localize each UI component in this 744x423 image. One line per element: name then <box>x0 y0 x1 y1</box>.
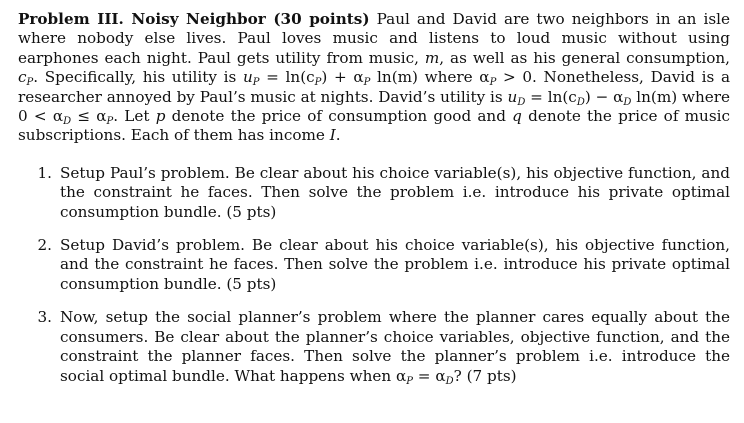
question-text: Now, setup the social planner’s problem where the planner cares equally about the consumers. Be clear about the planner’s choice variables, objective function, and the constraint the planner faces. Then solve the planner’s problem i.e. introduce the social optimal bundle. What happens when $\alpha_P = \alpha_D$? (7 pts) <box>60 308 730 387</box>
question-number: 3. <box>37 308 52 327</box>
problem-intro: Problem III. Noisy Neighbor (30 points) Paul and David are two neighbors in an isle where nobody else lives. Paul loves music and listens to loud music without using earphones each night. Paul gets utility from music, m, as well as his general consumption, $c_P$. Specifically, his utility is $u_P = \ln(c_P) + \alpha_P$ ln(m) where $\alpha_P > 0$. Nonetheless, David is a researcher annoyed by Paul’s music at nights. David’s utility is $u_D = \ln(c_D) - \alpha_D$ ln(m) where $0 < \alpha_D \le \alpha_P$. Let p denote the price of consumption good and q denote the price of music subscriptions. Each of them has income I. <box>18 10 731 145</box>
question-list <box>18 164 730 386</box>
question-number: 2. <box>37 236 52 255</box>
question-number: 1. <box>37 163 52 182</box>
question-item-2 <box>18 236 730 294</box>
question-item-1 <box>18 164 730 222</box>
question-text: Setup David’s problem. Be clear about his choice variable(s), his objective function, and the constraint he faces. Then solve the problem i.e. introduce his private optimal consumption bundle. (5 pts) <box>60 236 730 293</box>
question-text: Setup Paul’s problem. Be clear about his choice variable(s), his objective function, and the constraint he faces. Then solve the problem i.e. introduce his private optimal consumption bundle. (5 pts) <box>60 163 730 221</box>
question-item-3 <box>18 308 730 386</box>
problem-heading: Problem III. Noisy Neighbor (30 points) <box>18 10 370 28</box>
